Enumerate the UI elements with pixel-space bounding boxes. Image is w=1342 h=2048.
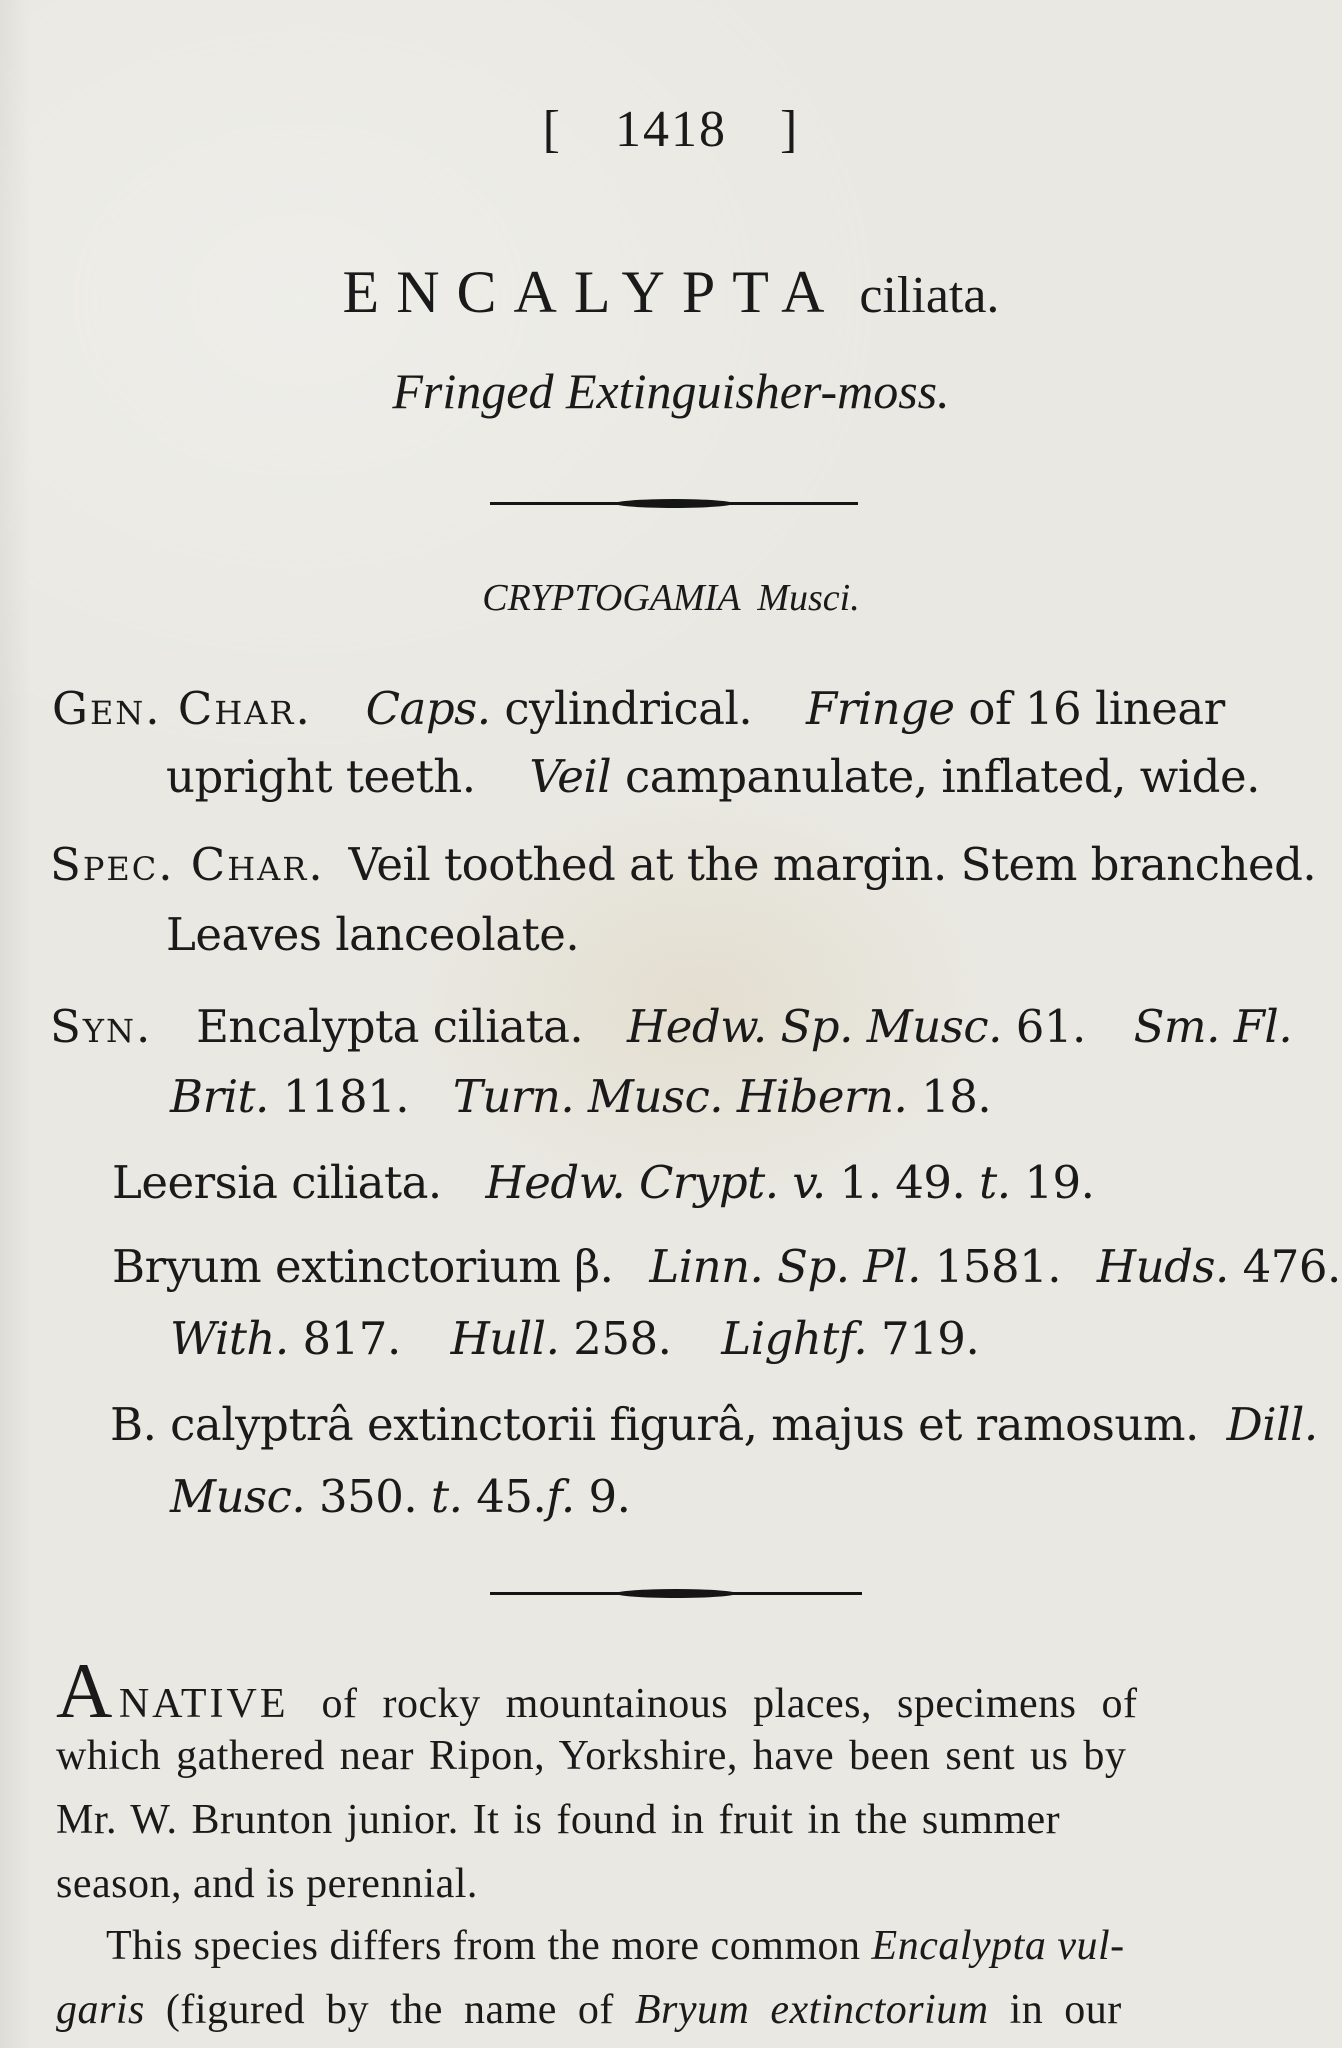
syn-text-5a: 817. — [302, 1312, 401, 1365]
syn-text-5b: 258. — [573, 1312, 672, 1365]
title-genus: ENCALYPTA — [342, 259, 842, 325]
page-title — [0, 258, 1342, 327]
body-text-5a: This species differs from the more common — [106, 1923, 861, 1969]
top-divider — [490, 502, 858, 505]
classification-order: Musci. — [757, 577, 860, 619]
syn-dill: Dill. — [1226, 1398, 1318, 1451]
syn-text-4b: 1581. — [934, 1240, 1062, 1293]
body-text-5-italic: Encalypta vul- — [871, 1923, 1125, 1969]
syn-line-5 — [170, 1312, 979, 1365]
spec-char-line-1 — [50, 838, 1316, 891]
body-text-6-italic-1: garis — [56, 1987, 145, 2033]
syn-text-4a: Bryum extinctorium β. — [112, 1240, 614, 1293]
body-native: NATIVE — [118, 1681, 289, 1727]
body-text-6b: in our — [1009, 1987, 1122, 2033]
body-line-6 — [56, 1986, 1296, 2034]
syn-text-6a: B. calyptrâ extinctorii figurâ, majus et ramosum. — [110, 1398, 1199, 1451]
syn-t-3: t. — [979, 1156, 1011, 1209]
body-text-6-italic-2: Bryum extinctorium — [634, 1987, 989, 2033]
syn-huds: Huds. — [1096, 1240, 1229, 1293]
syn-line-2 — [170, 1070, 991, 1123]
drop-cap: A — [56, 1647, 113, 1734]
syn-hedw-sp-musc: Hedw. Sp. Musc. — [627, 1000, 1002, 1053]
spec-char-text-2: Leaves lanceolate. — [166, 908, 580, 961]
spec-char-label: Spec. Char. — [50, 838, 325, 891]
syn-text-7b: 45. — [476, 1470, 547, 1523]
syn-text-4c: 476. — [1242, 1240, 1341, 1293]
gen-char-text-2b: campanulate, inflated, wide. — [625, 750, 1260, 803]
gen-char-line-1 — [52, 682, 1225, 735]
gen-char-veil: Veil — [529, 750, 612, 803]
syn-text-5c: 719. — [881, 1312, 980, 1365]
syn-hull: Hull. — [450, 1312, 560, 1365]
syn-text-3c: 19. — [1024, 1156, 1095, 1209]
gen-char-label: Gen. Char. — [52, 682, 312, 735]
gen-char-caps: Caps. — [365, 682, 491, 735]
syn-line-3 — [112, 1156, 1094, 1209]
syn-label: Syn. — [50, 1000, 153, 1053]
gen-char-text-1a: cylindrical. — [504, 682, 753, 735]
syn-linn-sp-pl: Linn. Sp. Pl. — [649, 1240, 921, 1293]
gen-char-fringe: Fringe — [806, 682, 955, 735]
syn-brit: Brit. — [170, 1070, 269, 1123]
syn-turn-musc-hibern: Turn. Musc. Hibern. — [452, 1070, 908, 1123]
syn-text-3b: 1. 49. — [839, 1156, 966, 1209]
body-line-5 — [106, 1922, 1342, 1970]
body-line-2 — [56, 1732, 1296, 1780]
syn-with: With. — [170, 1312, 289, 1365]
body-text-1: of rocky mountainous places, specimens of — [321, 1681, 1138, 1727]
syn-text-2b: 18. — [921, 1070, 992, 1123]
body-line-3 — [56, 1796, 1296, 1844]
body-text-2: which gathered near Ripon, Yorkshire, have been sent us by — [56, 1733, 1127, 1779]
common-name: Fringed Extinguisher-moss. — [392, 363, 950, 419]
spec-char-text-1: Veil toothed at the margin. Stem branched. — [348, 838, 1317, 891]
syn-hedw-crypt: Hedw. Crypt. v. — [485, 1156, 826, 1209]
syn-text-7a: 350. — [318, 1470, 418, 1523]
syn-f-7: f. — [546, 1470, 575, 1523]
title-species: ciliata. — [859, 267, 1000, 324]
syn-text-3a: Leersia ciliata. — [112, 1156, 442, 1209]
syn-text-7c: 9. — [588, 1470, 631, 1523]
gen-char-line-2 — [166, 750, 1260, 803]
body-text-4: season, and is perennial. — [56, 1861, 478, 1907]
body-line-1 — [56, 1647, 1296, 1734]
body-text-6a: (figured by the name of — [165, 1987, 614, 2033]
syn-t-7: t. — [431, 1470, 463, 1523]
syn-sm-fl: Sm. Fl. — [1133, 1000, 1293, 1053]
syn-line-1 — [50, 1000, 1292, 1053]
syn-text-1a: Encalypta ciliata. — [196, 1000, 584, 1053]
spec-char-line-2 — [166, 908, 579, 961]
body-line-4 — [56, 1860, 1296, 1908]
syn-lightf: Lightf. — [721, 1312, 868, 1365]
classification — [0, 576, 1342, 620]
classification-class: CRYPTOGAMIA — [482, 577, 740, 619]
gen-char-text-1b: of 16 linear — [968, 682, 1225, 735]
syn-line-6 — [110, 1398, 1318, 1451]
syn-musc: Musc. — [170, 1470, 306, 1523]
body-text-3: Mr. W. Brunton junior. It is found in fruit in the summer — [56, 1797, 1061, 1843]
syn-text-2a: 1181. — [282, 1070, 410, 1123]
syn-line-7 — [170, 1470, 630, 1523]
bottom-divider — [490, 1592, 862, 1595]
syn-line-4 — [112, 1240, 1341, 1293]
page-number: [ 1418 ] — [542, 101, 800, 158]
syn-text-1b: 61. — [1015, 1000, 1086, 1053]
gen-char-text-2a: upright teeth. — [166, 750, 476, 803]
